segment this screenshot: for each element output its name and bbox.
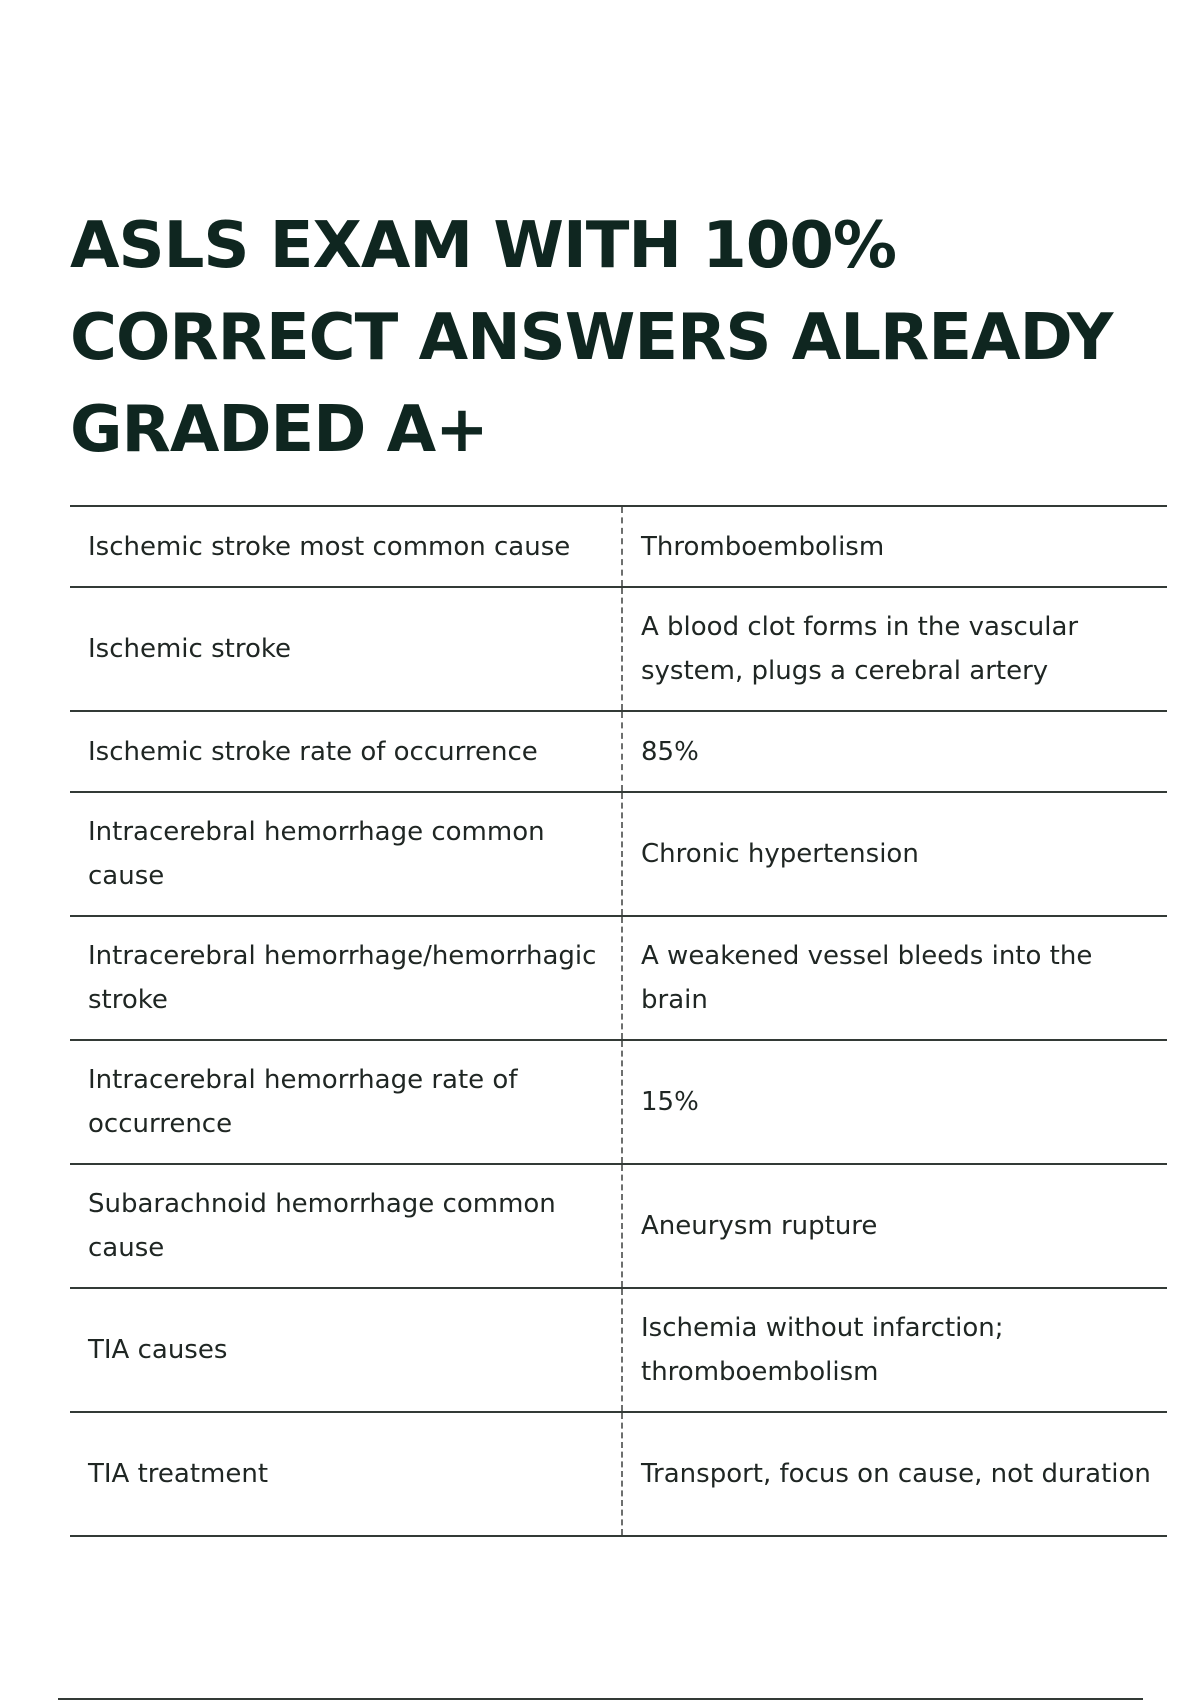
table-row [70,916,1167,1040]
term-cell: TIA causes [70,1288,622,1412]
definition-cell: Ischemia without infarction; thromboembolism [622,1288,1167,1412]
term-cell: Intracerebral hemorrhage rate of occurrence [70,1040,622,1164]
definition-cell: Thromboembolism [622,506,1167,587]
term-cell: Intracerebral hemorrhage/hemorrhagic stroke [70,916,622,1040]
table-row [70,1040,1167,1164]
definition-cell: Transport, focus on cause, not duration [622,1412,1167,1536]
definition-cell: A blood clot forms in the vascular system, plugs a cerebral artery [622,587,1167,711]
definition-cell: A weakened vessel bleeds into the brain [622,916,1167,1040]
table-row [70,1164,1167,1288]
title-line: GRADED A+ [70,393,488,467]
qa-table [70,505,1167,1537]
title-line: CORRECT ANSWERS ALREADY [70,301,1113,375]
term-cell: Intracerebral hemorrhage common cause [70,792,622,916]
term-cell: Subarachnoid hemorrhage common cause [70,1164,622,1288]
table-row [70,1288,1167,1412]
term-cell: Ischemic stroke [70,587,622,711]
definition-cell: 15% [622,1040,1167,1164]
definition-cell: Chronic hypertension [622,792,1167,916]
table-row [70,711,1167,792]
term-cell: Ischemic stroke rate of occurrence [70,711,622,792]
table-row [70,792,1167,916]
table-row [70,587,1167,711]
page-title [70,200,1150,476]
table-row [70,506,1167,587]
term-cell: TIA treatment [70,1412,622,1536]
title-line: ASLS EXAM WITH 100% [70,209,896,283]
definition-cell: Aneurysm rupture [622,1164,1167,1288]
term-cell: Ischemic stroke most common cause [70,506,622,587]
definition-cell: 85% [622,711,1167,792]
table-row [70,1412,1167,1536]
